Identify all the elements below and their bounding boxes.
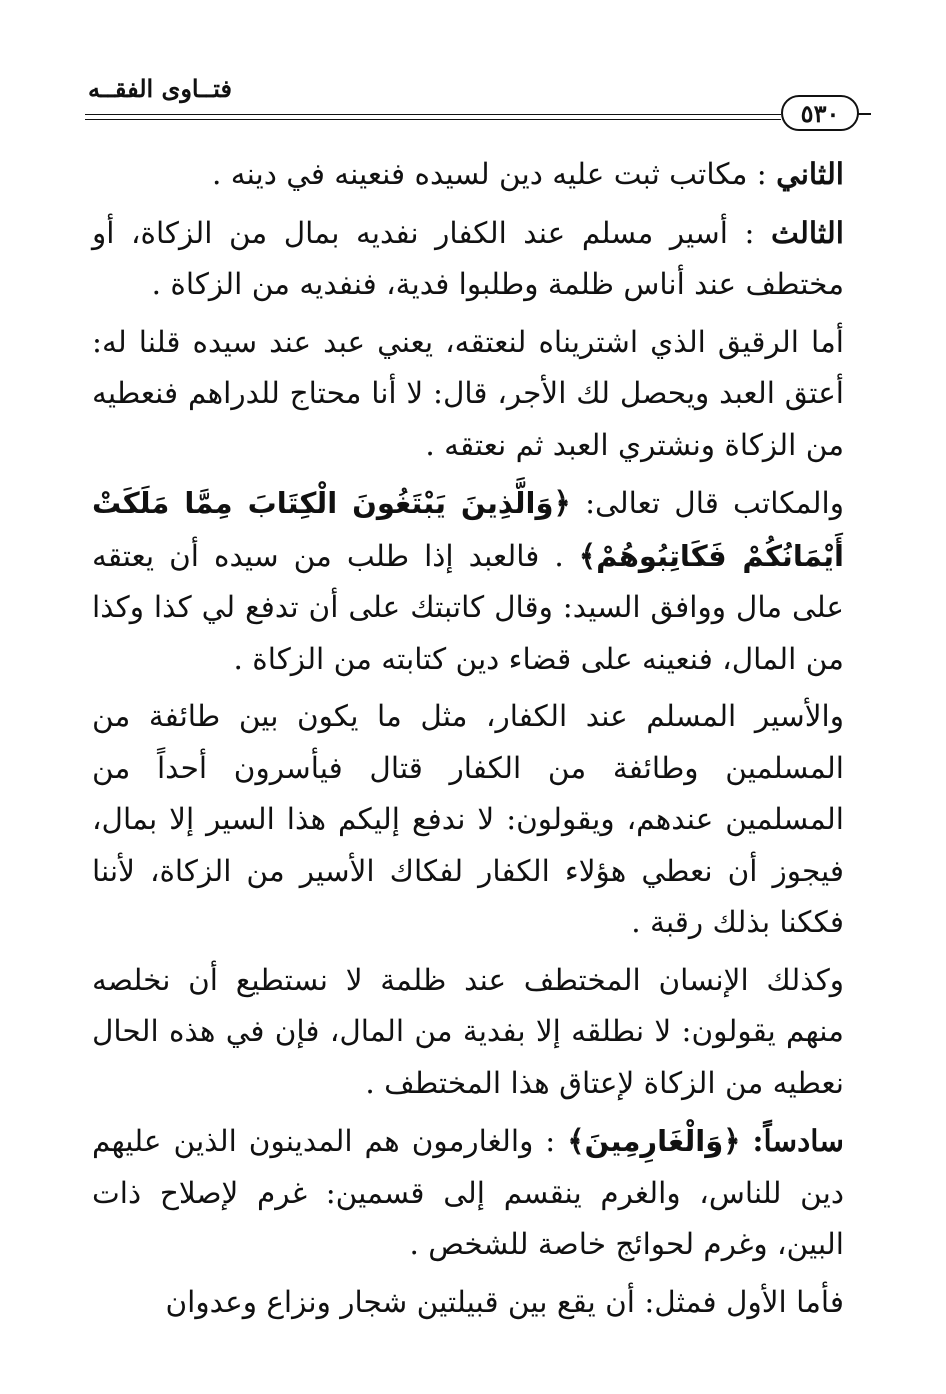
page-number: ٥٣٠: [800, 98, 840, 128]
paragraph-lead: الثاني: [776, 156, 844, 191]
body-text: [92, 148, 844, 1334]
paragraph-lead-colon: :: [752, 1123, 764, 1158]
paragraph-second-category: [92, 148, 844, 201]
quran-verse: وَالْغَارِمِينَ: [584, 1124, 724, 1158]
paragraph-mukatab: [92, 477, 844, 685]
paragraph-debtors: [92, 1115, 844, 1271]
header-rule: [85, 114, 781, 120]
paragraph-first-type: [92, 1277, 844, 1329]
quran-bracket-open: ﴿: [723, 1123, 741, 1158]
paragraph-third-category: [92, 207, 844, 311]
paragraph-text: والمكاتب قال تعالى:: [585, 486, 844, 520]
quran-bracket-open: ﴿: [553, 485, 571, 520]
paragraph-text: : مكاتب ثبت عليه دين لسيده فنعينه في دينه .: [212, 157, 767, 191]
running-title: فتــاوى الفقــه: [88, 74, 233, 103]
paragraph-captive: [92, 691, 844, 949]
paragraph-text: أما الرقيق الذي اشتريناه لنعتقه، يعني عبد عند سيده قلنا له: أعتق العبد ويحصل لك الأجر، قال: لا أنا محتاج للدراهم فنعطيه من الزكاة ونشتري العبد ثم نعتقه .: [92, 324, 844, 462]
paragraph-text: والأسير المسلم عند الكفار، مثل ما يكون بين طائفة من المسلمين وطائفة من الكفار قتال فيأسرون أحداً من المسلمين عندهم، ويقولون: لا ندفع إليكم هذا السير إلا بمال، فيجوز أن نعطي هؤلاء الكفار لفكاك الأسير من الزكاة، لأننا فككنا بذلك رقبة .: [92, 699, 844, 939]
page-number-badge: [781, 95, 859, 131]
paragraph-text: . فالعبد إذا طلب من سيده أن يعتقه على مال ووافق السيد: وقال كاتبتك على أن تدفع لي كذا وكذا من المال، فنعينه على قضاء دين كتابته من الزكاة .: [92, 538, 844, 676]
quran-verse: وَالَّذِينَ يَبْتَغُونَ الْكِتَابَ مِمَّا مَلَكَتْ أَيْمَانُكُمْ فَكَاتِبُوهُمْ: [92, 486, 844, 573]
paragraph-text: : والغارمون هم المدينون الذين عليهم دين للناس، والغرم ينقسم إلى قسمين: غرم لإصلاح ذات البين، وغرم لحوائج خاصة للشخص .: [92, 1124, 844, 1261]
paragraph-text: فأما الأول فمثل: أن يقع بين قبيلتين شجار ونزاع وعدوان: [165, 1284, 844, 1319]
paragraph-slave-purchase: [92, 317, 844, 472]
paragraph-text: وكذلك الإنسان المختطف عند ظلمة لا نستطيع أن نخلصه منهم يقولون: لا نطلقه إلا بفدية من المال، فإن في هذه الحال نعطيه من الزكاة لإعتاق هذا المختطف .: [92, 962, 844, 1100]
quran-bracket-close: ﴾: [567, 1123, 585, 1158]
paragraph-lead: سادساً: [763, 1123, 844, 1158]
paragraph-kidnapped: [92, 955, 844, 1110]
quran-bracket-close: ﴾: [578, 537, 597, 573]
paragraph-text: : أسير مسلم عند الكفار نفديه بمال من الزكاة، أو مختطف عند أناس ظلمة وطلبوا فدية، فنفديه من الزكاة .: [92, 215, 844, 301]
paragraph-lead: الثالث: [770, 214, 844, 250]
